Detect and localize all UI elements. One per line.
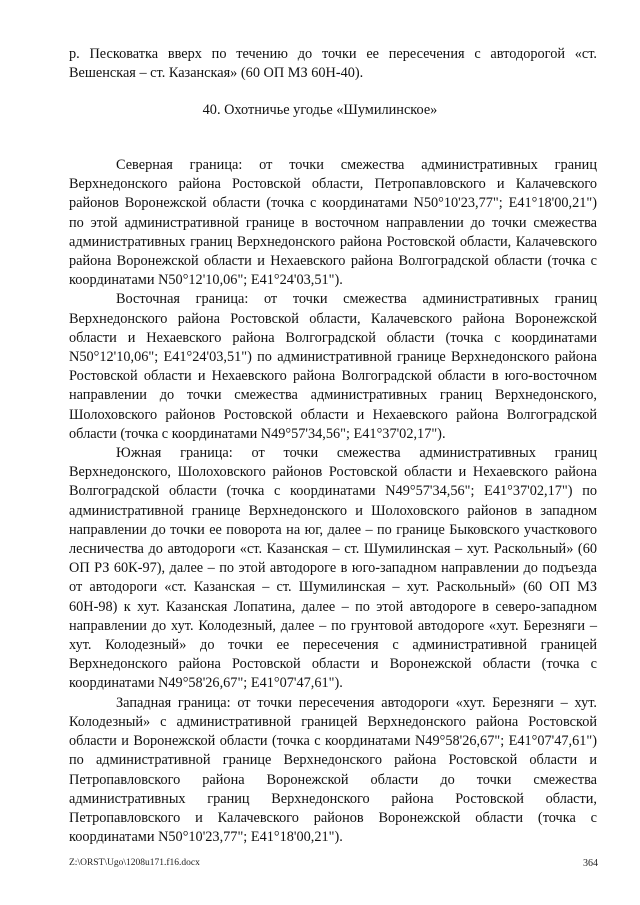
section-body	[69, 156, 597, 847]
east-boundary-paragraph: Восточная граница: от точки смежества административных границ Верхнедонского района Ростовской области, Калачевского района Воронежской области и Нехаевского района Волгоградской области (точка с координатами N50°12'10,06"; E41°24'03,51") по административной границе Верхнедонского района Ростовской области и Нехаевского района Волгоградской области в юго-восточном направлении до точки смежества административных границ Верхнедонского, Шолоховского районов Ростовской области и Нехаевского района Волгоградской области (точка с координатами N49°57'34,56"; E41°37'02,17").	[69, 291, 597, 442]
west-boundary-paragraph: Западная граница: от точки пересечения автодороги «хут. Березняги – хут. Колодезный» с административной границей Верхнедонского района Ростовской области и Воронежской области (точка с координатами N49°58'26,67"; E41°07'47,61") по административной границе Верхнедонского района Ростовской области и Петропавловского района Воронежской области до точки смежества административных границ Верхнедонского района Ростовской области, Петропавловского и Калачевского районов Воронежской области (точка с координатами N50°10'23,77"; E41°18'00,21").	[69, 694, 597, 846]
intro-paragraph: р. Песковатка вверх по течению до точки ее пересечения с автодорогой «ст. Вешенская – ст. Казанская» (60 ОП МЗ 60Н-40).	[69, 46, 597, 82]
north-boundary-paragraph: Северная граница: от точки смежества административных границ Верхнедонского района Ростовской области, Петропавловского и Калачевского районов Воронежской области (точка с координатами N50°10'23,77"; E41°18'00,21") по этой административной границе в восточном направлении до точки смежества административных границ Верхнедонского района Ростовской области, Калачевского района Воронежской области и Нехаевского района Волгоградской области (точка с координатами N50°12'10,06"; E41°24'03,51").	[69, 157, 597, 289]
section-heading: 40. Охотничье угодье «Шумилинское»	[202, 102, 438, 118]
footer-page-number: 364	[583, 858, 598, 869]
south-boundary-paragraph: Южная граница: от точки смежества административных границ Верхнедонского, Шолоховского районов Ростовской области и Нехаевского района Волгоградской области (точка с координатами N49°57'34,56"; E41°37'02,17") по административной границе Верхнедонского и Шолоховского районов в западном направлении до точки ее поворота на юг, далее – по границе Быковского участкового лесничества до автодороги «ст. Казанская – ст. Шумилинская – хут. Раскольный» (60 ОП РЗ 60К-97), далее – по этой автодороге в юго-западном направлении до подъезда от автодороги «ст. Казанская – ст. Шумилинская – хут. Раскольный» (60 ОП МЗ 60Н-98) к хут. Казанская Лопатина, далее – по этой автодороге в северо-западном направлении до хут. Колодезный, далее – по грунтовой автодороге «хут. Березняги – хут. Колодезный» до точки ее пересечения с административной границей Верхнедонского района Ростовской области и Воронежской области (точка с координатами N49°58'26,67"; E41°07'47,61").	[69, 445, 597, 692]
footer-file-path: Z:\ORST\Ugo\1208u171.f16.docx	[69, 858, 200, 868]
